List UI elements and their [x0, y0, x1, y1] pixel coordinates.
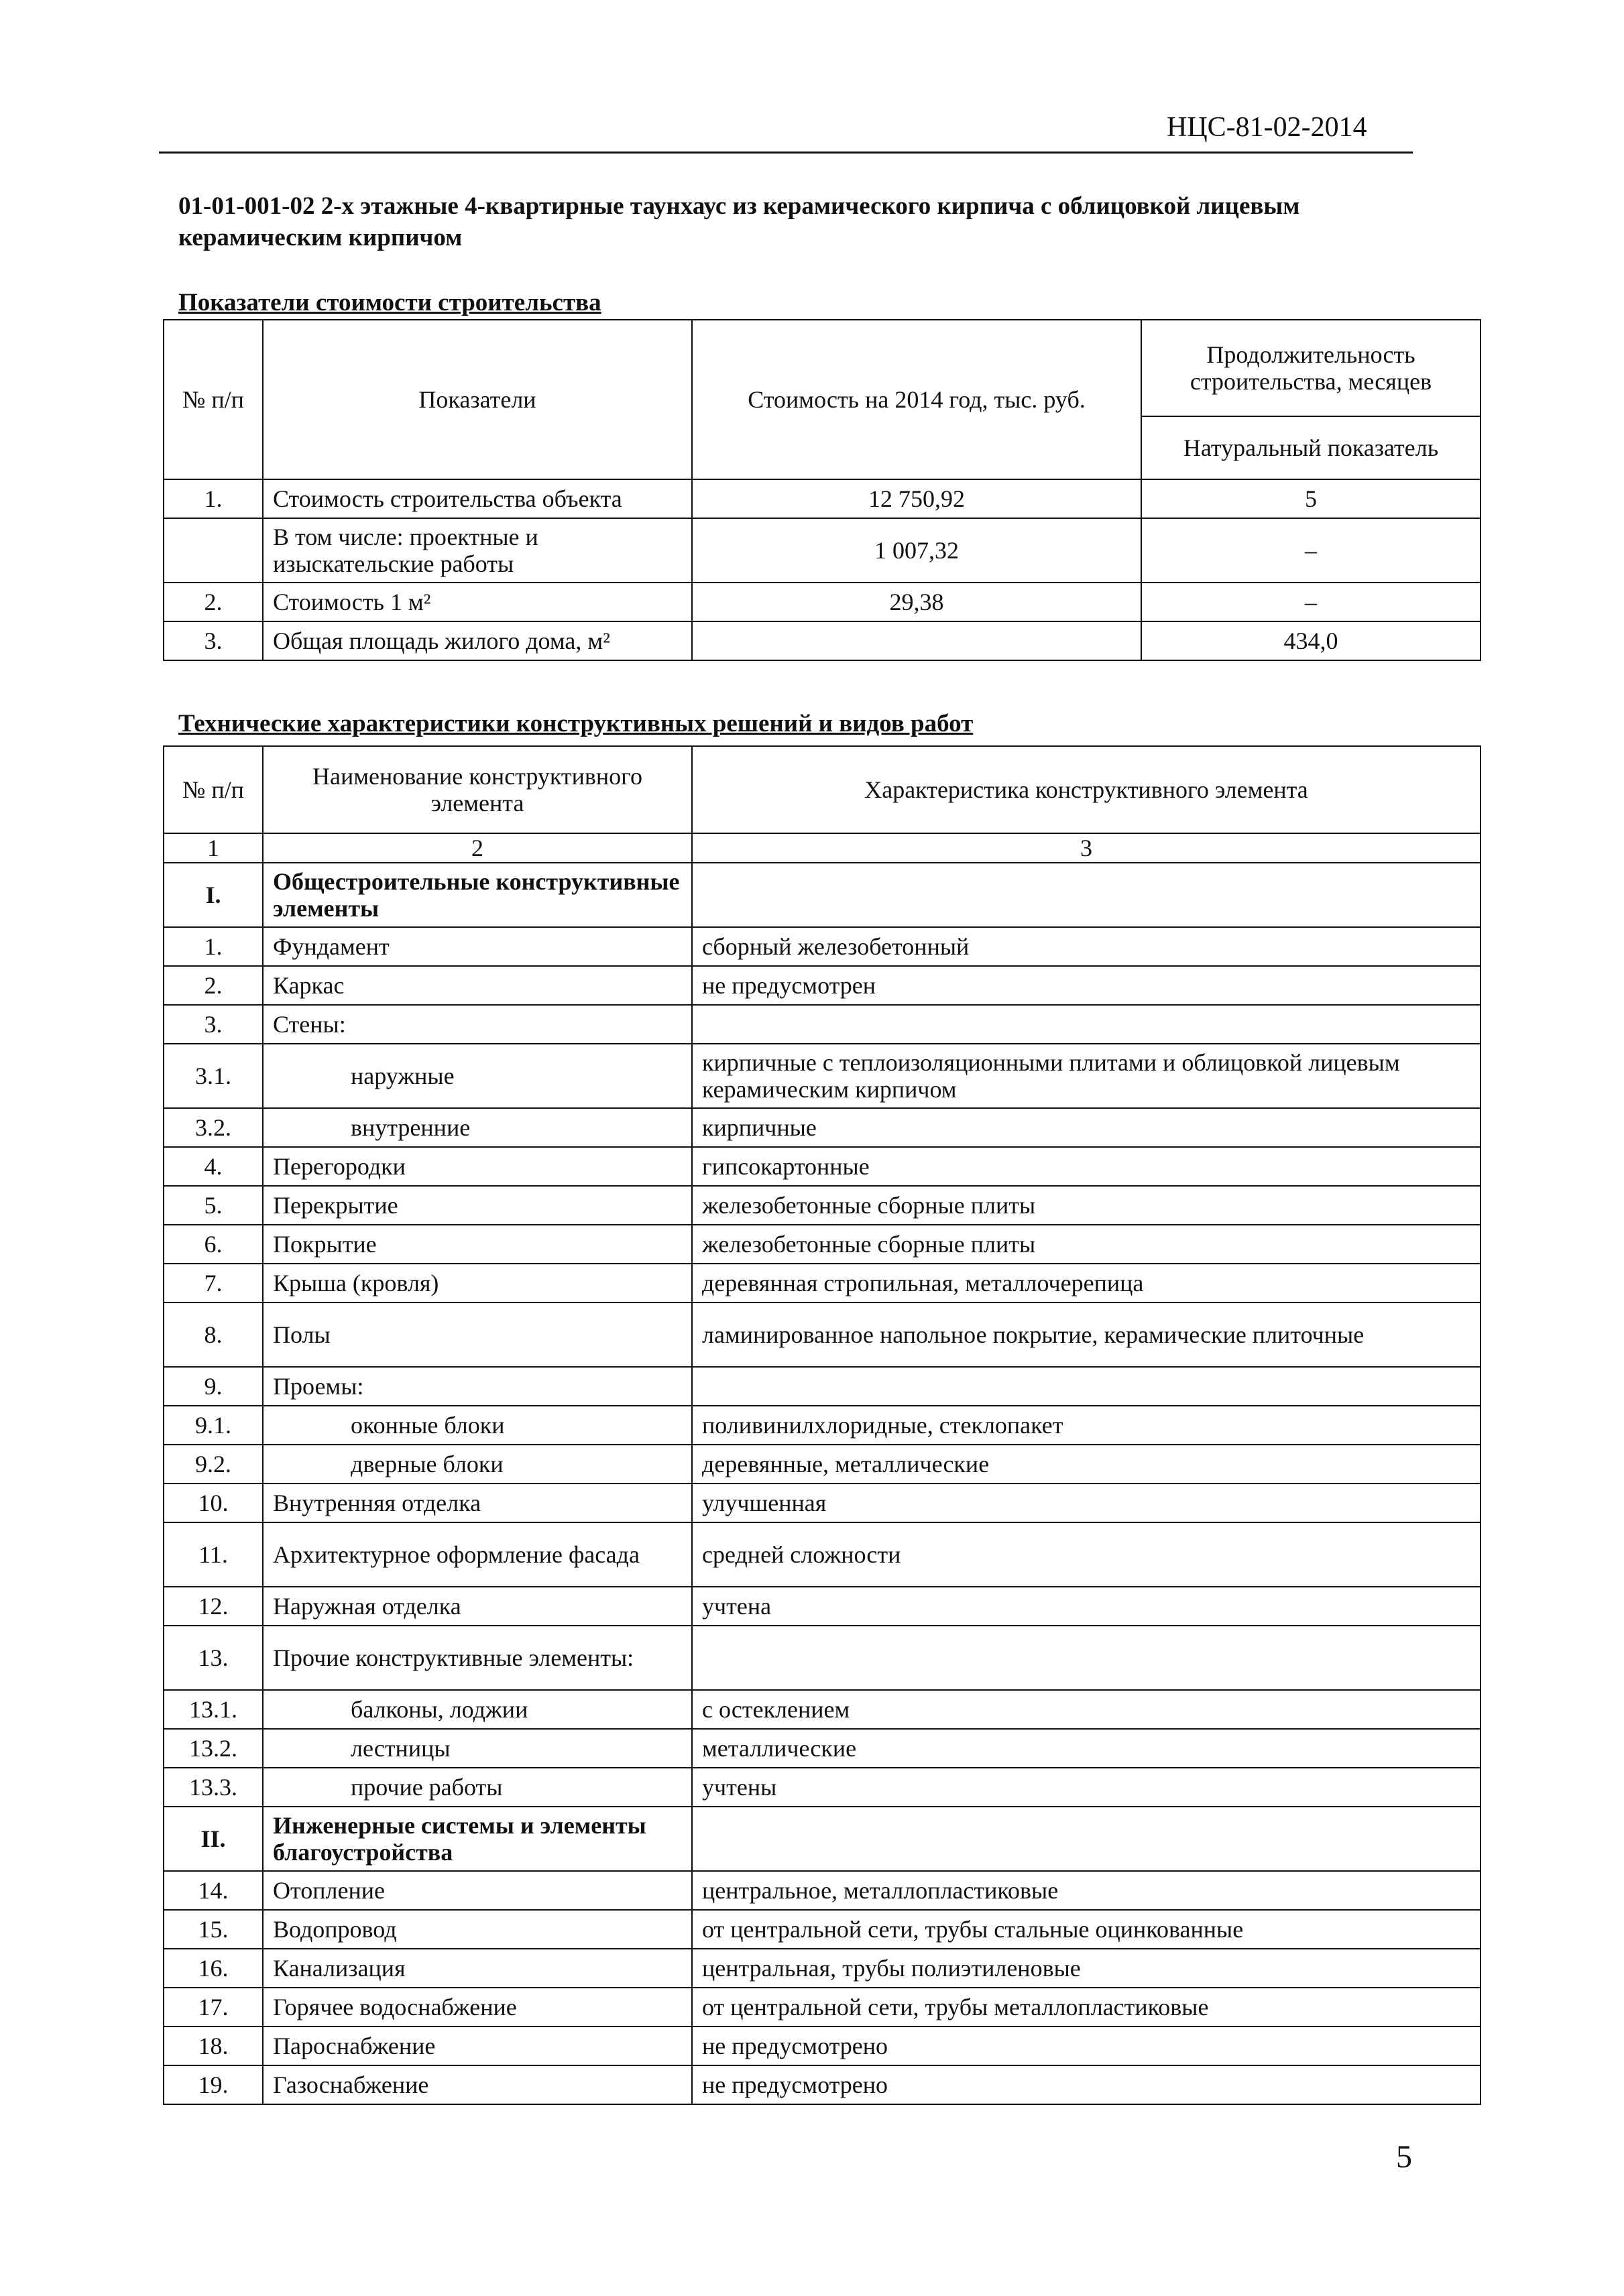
cost-head-indicators: Показатели [263, 320, 692, 479]
cost-head-natural: Натуральный показатель [1141, 416, 1481, 479]
row-name: Стены: [263, 1005, 692, 1044]
row-characteristic: деревянные, металлические [692, 1445, 1481, 1484]
row-characteristic: металлические [692, 1729, 1481, 1768]
table-row [164, 2065, 1481, 2104]
row-characteristic: не предусмотрено [692, 2065, 1481, 2104]
cost-table [163, 319, 1481, 661]
row-num: 2. [164, 966, 263, 1005]
row-characteristic [692, 1005, 1481, 1044]
row-natural: 434,0 [1141, 621, 1481, 660]
row-num: 3. [164, 1005, 263, 1044]
table-row [164, 1445, 1481, 1484]
row-num [164, 518, 263, 583]
table-row [164, 1264, 1481, 1303]
table-row [164, 863, 1481, 927]
table-row [164, 479, 1481, 518]
row-num: 15. [164, 1910, 263, 1949]
row-characteristic: улучшенная [692, 1484, 1481, 1522]
row-characteristic: деревянная стропильная, металлочерепица [692, 1264, 1481, 1303]
cost-table-title: Показатели стоимости строительства [178, 289, 601, 316]
row-characteristic [692, 1807, 1481, 1871]
row-num: 11. [164, 1522, 263, 1587]
page-number: 5 [1396, 2139, 1412, 2175]
row-name: Проемы: [263, 1367, 692, 1406]
table-row [164, 1108, 1481, 1147]
table-row [164, 966, 1481, 1005]
row-name: прочие работы [263, 1768, 692, 1807]
tech-head-num: № п/п [164, 746, 263, 833]
table-row [164, 621, 1481, 660]
table-row [164, 1522, 1481, 1587]
row-cost [692, 621, 1141, 660]
table-row [164, 1147, 1481, 1186]
row-name: Архитектурное оформление фасада [263, 1522, 692, 1587]
row-characteristic: поливинилхлоридные, стеклопакет [692, 1406, 1481, 1445]
row-characteristic: не предусмотрен [692, 966, 1481, 1005]
tech-table-body [164, 863, 1481, 2104]
table-row [164, 1988, 1481, 2027]
row-name: Горячее водоснабжение [263, 1988, 692, 2027]
row-cost: 29,38 [692, 583, 1141, 621]
row-name: Перекрытие [263, 1186, 692, 1225]
table-row [164, 1626, 1481, 1690]
row-characteristic [692, 1367, 1481, 1406]
row-num: 16. [164, 1949, 263, 1988]
row-name: Прочие конструктивные элементы: [263, 1626, 692, 1690]
table-row [164, 1910, 1481, 1949]
row-name: Общая площадь жилого дома, м² [263, 621, 692, 660]
cost-head-duration: Продолжительность строительства, месяцев [1141, 320, 1481, 416]
row-characteristic [692, 1626, 1481, 1690]
row-characteristic: центральное, металлопластиковые [692, 1871, 1481, 1910]
row-name: Крыша (кровля) [263, 1264, 692, 1303]
table-row [164, 1949, 1481, 1988]
row-name: лестницы [263, 1729, 692, 1768]
row-num: 17. [164, 1988, 263, 2027]
object-title: 01-01-001-02 2-х этажные 4-квартирные таунхаус из керамического кирпича с облицовкой лицевым керамическим кирпичом [178, 192, 1300, 251]
table-row [164, 1484, 1481, 1522]
row-num: 9.1. [164, 1406, 263, 1445]
row-characteristic: от центральной сети, трубы металлопластиковые [692, 1988, 1481, 2027]
table-row [164, 1690, 1481, 1729]
row-num: 4. [164, 1147, 263, 1186]
row-num: 9.2. [164, 1445, 263, 1484]
row-characteristic: учтена [692, 1587, 1481, 1626]
tech-head-col2: 2 [263, 833, 692, 863]
row-name: Газоснабжение [263, 2065, 692, 2104]
table-row [164, 1044, 1481, 1108]
row-name: Каркас [263, 966, 692, 1005]
table-row [164, 1005, 1481, 1044]
row-name: наружные [263, 1044, 692, 1108]
row-num: I. [164, 863, 263, 927]
tech-head-col1: 1 [164, 833, 263, 863]
row-natural: – [1141, 583, 1481, 621]
table-row [164, 583, 1481, 621]
row-num: 13.1. [164, 1690, 263, 1729]
row-characteristic: учтены [692, 1768, 1481, 1807]
row-num: 5. [164, 1186, 263, 1225]
row-num: 3. [164, 621, 263, 660]
row-name: Наружная отделка [263, 1587, 692, 1626]
row-characteristic: не предусмотрено [692, 2027, 1481, 2065]
table-row [164, 1186, 1481, 1225]
table-row [164, 2027, 1481, 2065]
row-characteristic: с остеклением [692, 1690, 1481, 1729]
row-name: Водопровод [263, 1910, 692, 1949]
row-num: 14. [164, 1871, 263, 1910]
row-num: 2. [164, 583, 263, 621]
cost-table-body [164, 479, 1481, 660]
row-cost: 12 750,92 [692, 479, 1141, 518]
tech-table-title: Технические характеристики конструктивных решений и видов работ [178, 710, 974, 737]
row-characteristic: кирпичные [692, 1108, 1481, 1147]
header-rule [159, 152, 1413, 154]
row-num: 3.2. [164, 1108, 263, 1147]
tech-table [163, 745, 1481, 2105]
table-row [164, 1729, 1481, 1768]
table-row [164, 518, 1481, 583]
row-name: Общестроительные конструктивные элементы [263, 863, 692, 927]
row-name: Канализация [263, 1949, 692, 1988]
row-num: 1. [164, 927, 263, 966]
row-characteristic: железобетонные сборные плиты [692, 1186, 1481, 1225]
row-num: 13.2. [164, 1729, 263, 1768]
row-num: 13. [164, 1626, 263, 1690]
row-characteristic: центральная, трубы полиэтиленовые [692, 1949, 1481, 1988]
row-characteristic: кирпичные с теплоизоляционными плитами и облицовкой лицевым керамическим кирпичом [692, 1044, 1481, 1108]
tech-head-name: Наименование конструктивного элемента [263, 746, 692, 833]
table-row [164, 1871, 1481, 1910]
row-name: Пароснабжение [263, 2027, 692, 2065]
table-row [164, 1303, 1481, 1367]
cost-head-num: № п/п [164, 320, 263, 479]
row-name: Внутренняя отделка [263, 1484, 692, 1522]
document-code: НЦС-81-02-2014 [1167, 112, 1367, 143]
row-num: 9. [164, 1367, 263, 1406]
row-name: Перегородки [263, 1147, 692, 1186]
row-name: Отопление [263, 1871, 692, 1910]
row-name: балконы, лоджии [263, 1690, 692, 1729]
row-num: 18. [164, 2027, 263, 2065]
table-row [164, 1406, 1481, 1445]
row-num: 6. [164, 1225, 263, 1264]
row-num: 12. [164, 1587, 263, 1626]
table-row [164, 1225, 1481, 1264]
table-row [164, 927, 1481, 966]
tech-head-char: Характеристика конструктивного элемента [692, 746, 1481, 833]
row-num: 7. [164, 1264, 263, 1303]
row-name: Стоимость строительства объекта [263, 479, 692, 518]
row-natural: – [1141, 518, 1481, 583]
row-name: дверные блоки [263, 1445, 692, 1484]
row-num: 1. [164, 479, 263, 518]
row-characteristic: от центральной сети, трубы стальные оцинкованные [692, 1910, 1481, 1949]
cost-head-cost: Стоимость на 2014 год, тыс. руб. [692, 320, 1141, 479]
row-name: Инженерные системы и элементы благоустройства [263, 1807, 692, 1871]
row-name: Фундамент [263, 927, 692, 966]
row-name: Полы [263, 1303, 692, 1367]
row-num: II. [164, 1807, 263, 1871]
row-characteristic: сборный железобетонный [692, 927, 1481, 966]
row-name: Покрытие [263, 1225, 692, 1264]
row-name: внутренние [263, 1108, 692, 1147]
row-num: 3.1. [164, 1044, 263, 1108]
table-row [164, 1768, 1481, 1807]
row-name: Стоимость 1 м² [263, 583, 692, 621]
table-row [164, 1807, 1481, 1871]
row-name: оконные блоки [263, 1406, 692, 1445]
row-natural: 5 [1141, 479, 1481, 518]
row-characteristic [692, 863, 1481, 927]
tech-head-col3: 3 [692, 833, 1481, 863]
row-characteristic: гипсокартонные [692, 1147, 1481, 1186]
row-num: 19. [164, 2065, 263, 2104]
row-num: 8. [164, 1303, 263, 1367]
row-num: 13.3. [164, 1768, 263, 1807]
table-row [164, 1367, 1481, 1406]
row-cost: 1 007,32 [692, 518, 1141, 583]
row-num: 10. [164, 1484, 263, 1522]
row-characteristic: железобетонные сборные плиты [692, 1225, 1481, 1264]
row-characteristic: средней сложности [692, 1522, 1481, 1587]
row-name: В том числе: проектные и изыскательские работы [263, 518, 692, 583]
row-characteristic: ламинированное напольное покрытие, керамические плиточные [692, 1303, 1481, 1367]
table-row [164, 1587, 1481, 1626]
